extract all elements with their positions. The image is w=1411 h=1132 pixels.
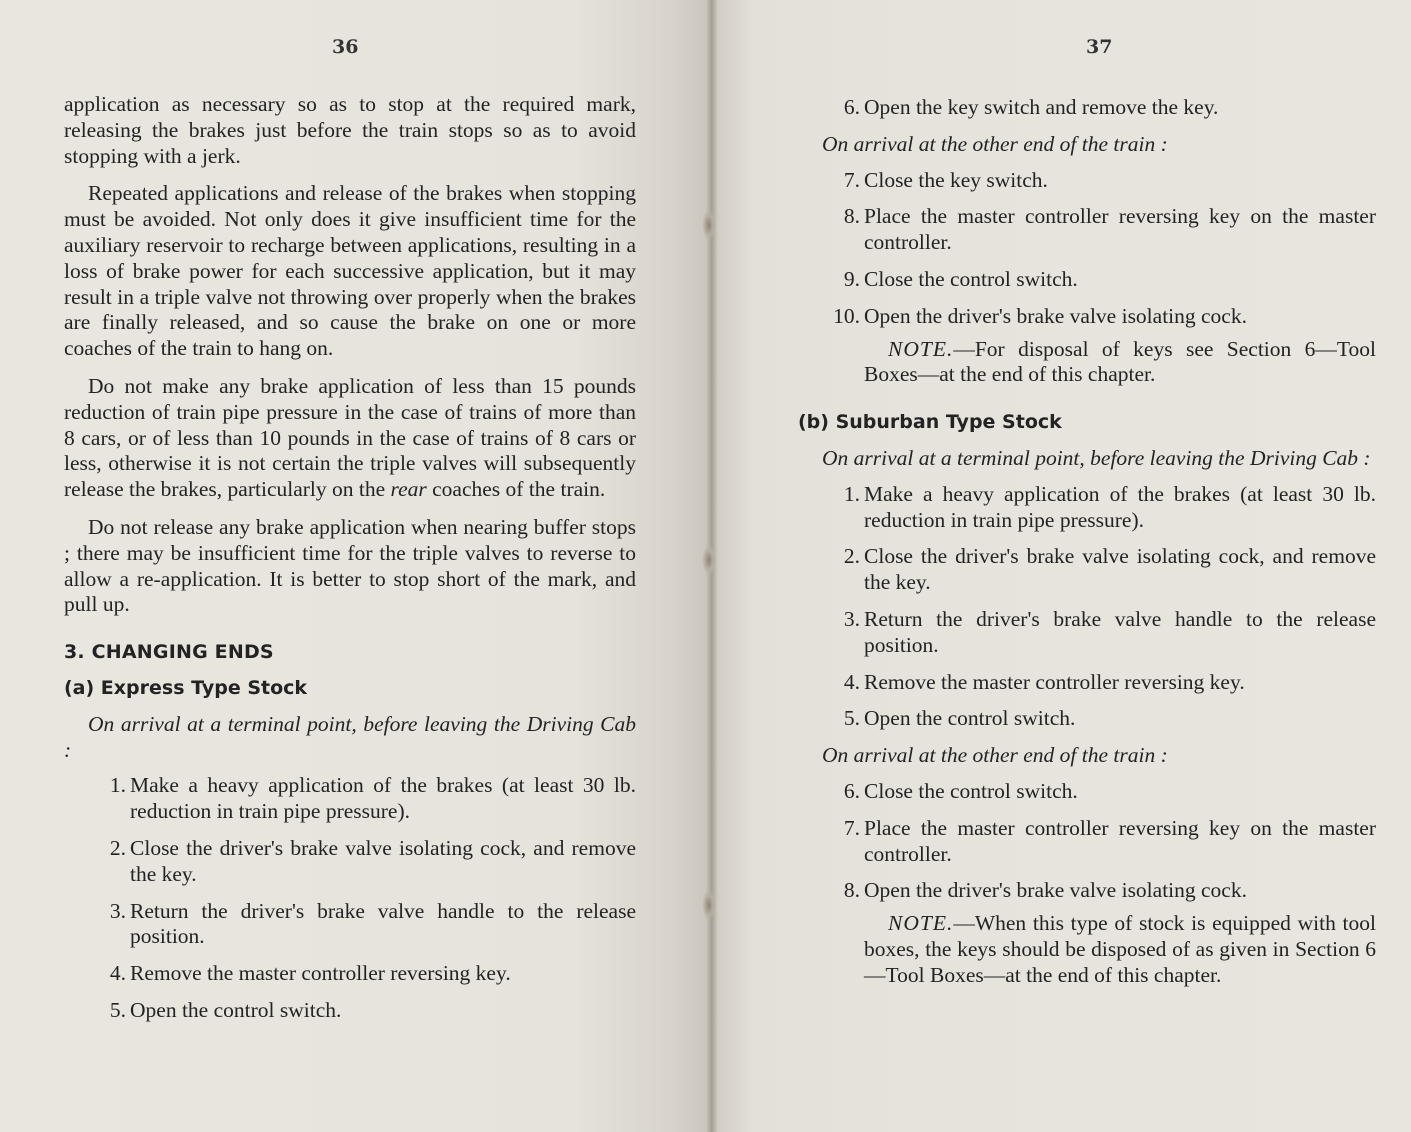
note-label-a: NOTE. <box>888 336 954 361</box>
paragraph-buffer-stops: Do not release any brake application when nearing buffer stops ; there may be insufficient time for the triple valves to reverse to allow a re-application. It is better to stop short of the mark, and pull up. <box>64 514 636 617</box>
step-text: Close the control switch. <box>864 266 1078 291</box>
step-number: 9. <box>843 266 860 291</box>
step-number: 4. <box>109 961 126 986</box>
step-item <box>798 779 1376 805</box>
step-item <box>798 267 1376 293</box>
paragraph-stopping: application as necessary so as to stop at the required mark, releasing the brakes just before the train stops so as to avoid stopping with a jerk. <box>64 92 636 168</box>
step-text: Place the master controller reversing key on the master controller. <box>864 815 1376 866</box>
step-number: 8. <box>843 204 860 229</box>
step-text: Return the driver's brake valve handle to the release position. <box>864 606 1376 657</box>
step-number: 6. <box>843 778 860 803</box>
note-suburban <box>864 911 1376 988</box>
step-item <box>64 836 636 888</box>
step-item <box>798 878 1376 904</box>
step-number: 3. <box>109 898 126 923</box>
step-text: Make a heavy application of the brakes (at least 30 lb. reduction in train pipe pressure). <box>130 773 636 824</box>
step-item <box>798 670 1376 696</box>
step-number: 5. <box>109 997 126 1022</box>
step-item <box>64 998 636 1024</box>
subsection-suburban-type-stock: (b) Suburban Type Stock <box>798 411 1062 434</box>
step-text: Close the key switch. <box>864 167 1048 192</box>
step-text: Close the control switch. <box>864 778 1078 803</box>
paragraph-minimum-application-b: coaches of the train. <box>432 477 606 502</box>
page-number-right: 37 <box>1086 36 1113 58</box>
step-number: 7. <box>843 167 860 192</box>
step-text: Close the driver's brake valve isolating cock, and remove the key. <box>864 544 1376 595</box>
step-number: 3. <box>843 606 860 631</box>
paragraph-minimum-application <box>64 374 636 503</box>
steps-list-express <box>64 773 636 1023</box>
step-number: 2. <box>109 835 126 860</box>
step-text: Open the driver's brake valve isolating cock. <box>864 303 1247 328</box>
steps-list-express-continued <box>798 95 1376 121</box>
page-number-left: 36 <box>332 36 359 58</box>
emphasis-rear: rear <box>390 477 427 502</box>
binding-stitch <box>702 545 716 575</box>
note-express <box>864 337 1376 389</box>
right-page-content <box>798 95 1376 1001</box>
step-item <box>798 482 1376 534</box>
step-text: Open the control switch. <box>130 997 342 1022</box>
note-text-a: —For disposal of keys see Section 6—Tool Boxes—at the end of this chapter. <box>864 336 1376 387</box>
steps-list-suburban-other-end <box>798 779 1376 904</box>
step-number: 8. <box>843 878 860 903</box>
step-text: Remove the master controller reversing key. <box>130 961 511 986</box>
paragraph-minimum-application-a: Do not make any brake application of less than 15 pounds reduction of train pipe pressure in the case of trains of more than 8 cars, or of less than 10 pounds in the case of trains of 8 cars or less, otherwise it is not certain the triple valves will subsequently release the brakes, particularly on the <box>64 373 636 502</box>
step-item <box>798 544 1376 596</box>
other-end-intro-a: On arrival at the other end of the train : <box>822 131 1168 156</box>
step-text: Open the control switch. <box>864 706 1076 731</box>
binding-stitch <box>702 210 716 240</box>
step-text: Open the driver's brake valve isolating cock. <box>864 878 1247 903</box>
step-text: Place the master controller reversing key on the master controller. <box>864 204 1376 255</box>
step-text: Open the key switch and remove the key. <box>864 95 1219 119</box>
step-item <box>798 304 1376 330</box>
step-text: Close the driver's brake valve isolating cock, and remove the key. <box>130 835 636 886</box>
left-page-content <box>64 92 636 1035</box>
step-item <box>798 95 1376 121</box>
note-text-b: —When this type of stock is equipped with tool boxes, the keys should be disposed of as given in Section 6—Tool Boxes—at the end of this chapter. <box>864 911 1376 987</box>
subsection-express-type-stock: (a) Express Type Stock <box>64 676 308 699</box>
steps-list-suburban <box>798 482 1376 732</box>
intro-terminal-point-a: On arrival at a terminal point, before leaving the Driving Cab : <box>64 711 636 762</box>
paragraph-repeated-applications: Repeated applications and release of the brakes when stopping must be avoided. Not only does it give insufficient time for the auxiliary reservoir to recharge between applications, resulting in a loss of brake power for each successive application, but it may result in a triple valve not throwing over properly when the brakes are finally released, and so cause the brake on one or more coaches of the train to hang on. <box>64 181 636 361</box>
step-number: 7. <box>843 815 860 840</box>
step-number: 10. <box>833 303 860 328</box>
step-item <box>798 204 1376 256</box>
binding-stitch <box>702 890 716 920</box>
step-text: Return the driver's brake valve handle to the release position. <box>130 898 636 949</box>
step-text: Remove the master controller reversing key. <box>864 669 1245 694</box>
step-item <box>798 706 1376 732</box>
section-heading-changing-ends: 3. CHANGING ENDS <box>64 641 274 664</box>
step-number: 1. <box>109 773 126 798</box>
step-text: Make a heavy application of the brakes (at least 30 lb. reduction in train pipe pressure). <box>864 481 1376 532</box>
intro-terminal-point-b: On arrival at a terminal point, before leaving the Driving Cab : <box>822 445 1371 470</box>
other-end-intro-b: On arrival at the other end of the train : <box>822 743 1168 768</box>
step-number: 2. <box>843 544 860 569</box>
note-label-b: NOTE. <box>888 911 954 936</box>
step-item <box>64 899 636 951</box>
step-number: 6. <box>843 95 860 119</box>
step-item <box>798 816 1376 868</box>
steps-list-express-other-end <box>798 168 1376 330</box>
step-number: 4. <box>843 669 860 694</box>
step-item <box>798 168 1376 194</box>
step-item <box>798 607 1376 659</box>
step-number: 1. <box>843 481 860 506</box>
step-number: 5. <box>843 706 860 731</box>
step-item <box>64 773 636 825</box>
step-item <box>64 961 636 987</box>
